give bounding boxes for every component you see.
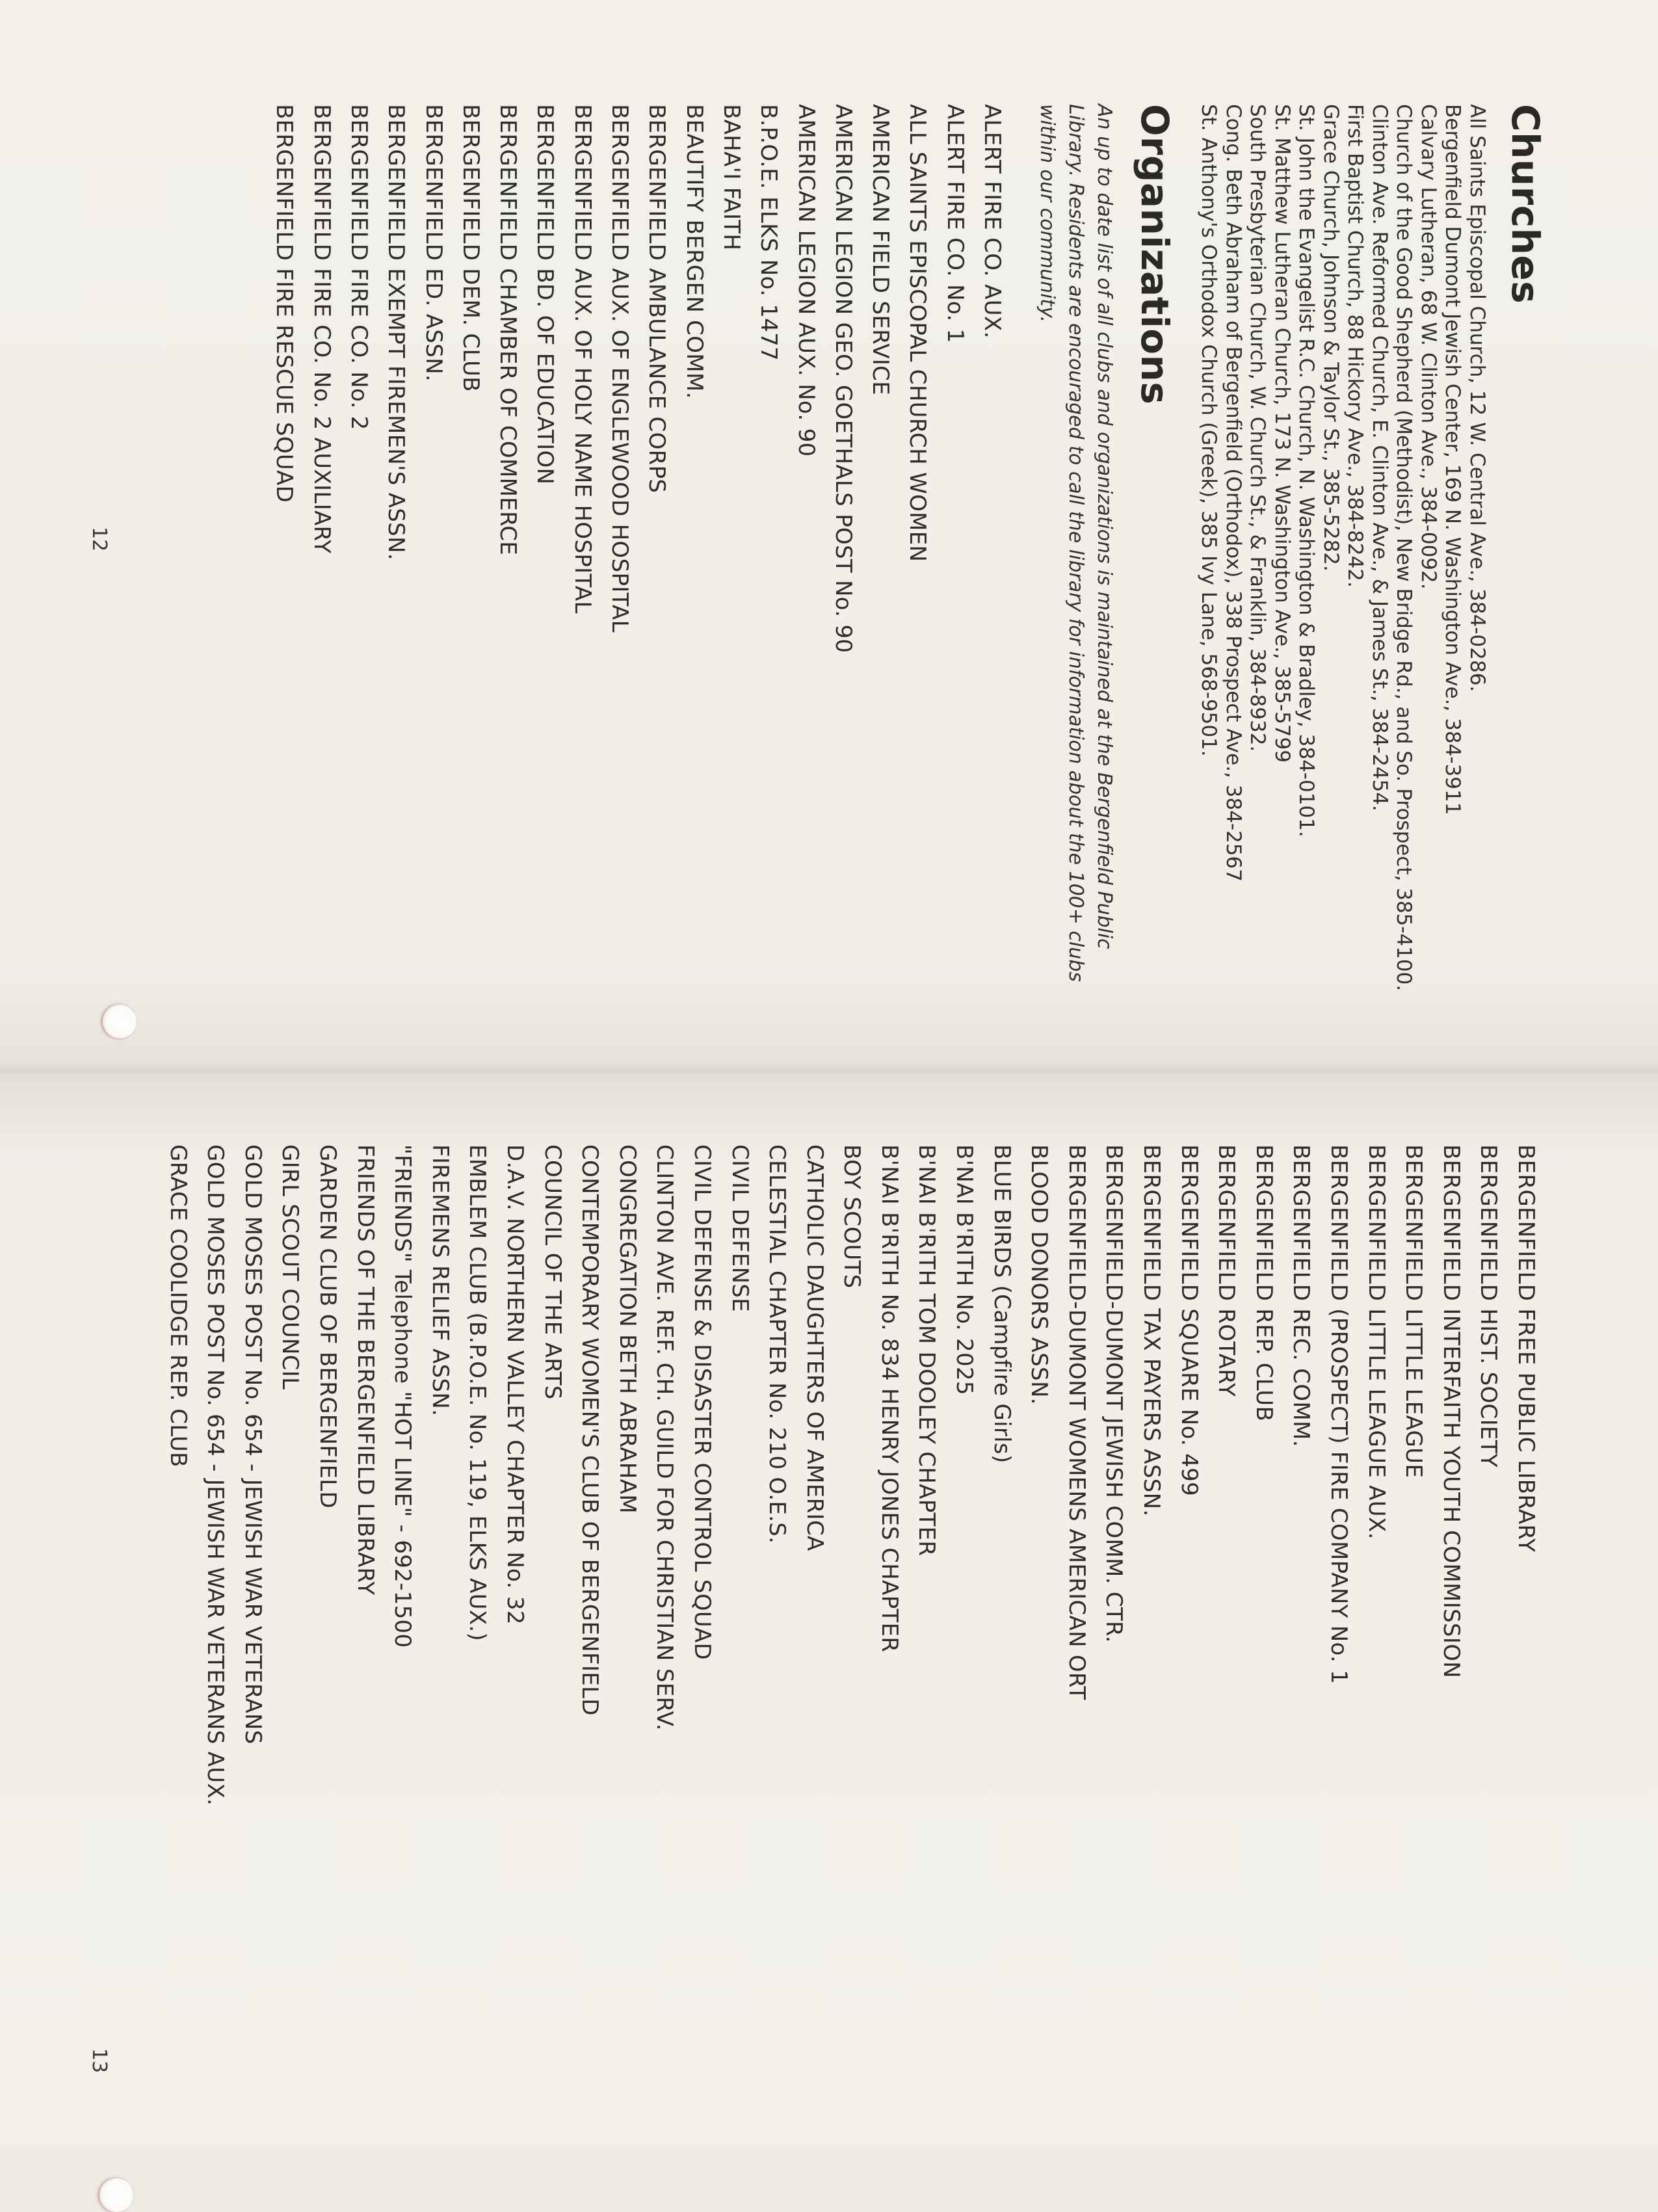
churches-list — [1196, 104, 1489, 1001]
list-item: BERGENFIELD-DUMONT WOMENS AMERICAN ORT — [1063, 1144, 1090, 1700]
church-entry: St. Matthew Lutheran Church, 173 N. Washington Ave., 385-5799 — [1270, 104, 1294, 763]
list-item: BERGENFIELD (PROSPECT) FIRE COMPANY No. 1 — [1326, 1144, 1352, 1685]
list-item: BERGENFIELD FIRE RESCUE SQUAD — [271, 104, 298, 503]
list-item: FIREMENS RELIEF ASSN. — [427, 1144, 453, 1417]
list-item: BERGENFIELD-DUMONT JEWISH COMM. CTR. — [1101, 1144, 1127, 1643]
list-item: AMERICAN LEGION AUX. No. 90 — [793, 104, 819, 457]
list-item: CLINTON AVE. REF. CH. GUILD FOR CHRISTIAN SERV. — [651, 1144, 678, 1731]
page-number-13: 13 — [88, 2048, 111, 2074]
list-item: CIVIL DEFENSE — [726, 1144, 753, 1312]
list-item: "FRIENDS" Telephone "HOT LINE" - 692-1500 — [389, 1144, 416, 1648]
organizations-list-right — [159, 1144, 1544, 2068]
list-item: AMERICAN FIELD SERVICE — [867, 104, 894, 395]
churches-heading: Churches — [1503, 104, 1547, 304]
list-item: BERGENFIELD HIST. SOCIETY — [1475, 1144, 1502, 1468]
church-entry: St. John the Evangelist R.C. Church, N. Washington & Bradley, 384-0101. — [1295, 104, 1319, 837]
list-item: CONGREGATION BETH ABRAHAM — [614, 1144, 640, 1514]
list-item: BERGENFIELD FIRE CO. No. 2 AUXILIARY — [308, 104, 335, 554]
church-entry: Bergenfield Dumont Jewish Center, 169 N. Washington Ave., 384-3911 — [1441, 104, 1465, 815]
list-item: BERGENFIELD DEM. CLUB — [457, 104, 484, 392]
page-13-content — [159, 1144, 1544, 2068]
binder-hole — [103, 1005, 137, 1038]
church-entry: Church of the Good Shepherd (Methodist), New Bridge Rd., and So. Prospect, 385-4100. — [1392, 104, 1416, 992]
list-item: BERGENFIELD AUX. OF ENGLEWOOD HOSPITAL — [607, 104, 633, 633]
list-item: BERGENFIELD SQUARE No. 499 — [1176, 1144, 1202, 1497]
list-item: GIRL SCOUT COUNCIL — [277, 1144, 304, 1390]
list-item: BERGENFIELD FIRE CO. No. 2 — [345, 104, 372, 430]
list-item: BERGENFIELD FREE PUBLIC LIBRARY — [1513, 1144, 1539, 1553]
list-item: B.P.O.E. ELKS No. 1477 — [756, 104, 782, 361]
list-item: FRIENDS OF THE BERGENFIELD LIBRARY — [352, 1144, 378, 1596]
church-entry: Grace Church, Johnson & Taylor St., 385-5282. — [1319, 104, 1343, 572]
organizations-intro: An up to date list of all clubs and organizations is maintained at the Bergenfield Public Library. Residents are encouraged to call the library for information about the 100+ clubs within our community. — [1036, 104, 1116, 982]
list-item: BERGENFIELD TAX PAYERS ASSN. — [1138, 1144, 1165, 1517]
list-item: ALL SAINTS EPISCOPAL CHURCH WOMEN — [904, 104, 931, 562]
church-entry: First Baptist Church, 88 Hickory Ave., 384-8242. — [1343, 104, 1367, 588]
list-item: BERGENFIELD REC. COMM. — [1288, 1144, 1315, 1447]
list-item: BERGENFIELD CHAMBER OF COMMERCE — [495, 104, 521, 556]
list-item: GOLD MOSES POST No. 654 - JEWISH WAR VETERANS AUX. — [202, 1144, 229, 1806]
list-item: GRACE COOLIDGE REP. CLUB — [164, 1144, 191, 1468]
church-entry: All Saints Episcopal Church, 12 W. Central Ave., 384-0286. — [1466, 104, 1489, 692]
list-item: CONTEMPORARY WOMEN'S CLUB OF BERGENFIELD — [577, 1144, 603, 1716]
list-item: BERGENFIELD ROTARY — [1213, 1144, 1240, 1397]
list-item: CIVIL DEFENSE & DISASTER CONTROL SQUAD — [689, 1144, 715, 1660]
list-item: BERGENFIELD ED. ASSN. — [420, 104, 447, 382]
list-item: BERGENFIELD LITTLE LEAGUE AUX. — [1363, 1144, 1389, 1540]
list-item: AMERICAN LEGION GEO. GOETHALS POST No. 90 — [830, 104, 856, 653]
list-item: ALERT FIRE CO. No. 1 — [941, 104, 968, 343]
list-item: D.A.V. NORTHERN VALLEY CHAPTER No. 32 — [501, 1144, 528, 1625]
list-item: BERGENFIELD INTERFAITH YOUTH COMMISSION — [1438, 1144, 1464, 1678]
church-entry: Cong. Beth Abraham of Bergenfield (Orthodox), 338 Prospect Ave., 384-2567 — [1222, 104, 1245, 882]
church-entry: Calvary Lutheran, 68 W. Clinton Ave., 384-0092. — [1417, 104, 1440, 590]
list-item: B'NAI B'RITH No. 834 HENRY JONES CHAPTER — [876, 1144, 902, 1653]
list-item: GOLD MOSES POST No. 654 - JEWISH WAR VETERANS — [239, 1144, 266, 1745]
page-number-12: 12 — [88, 527, 111, 552]
list-item: ALERT FIRE CO. AUX. — [979, 104, 1005, 339]
church-entry: St. Anthony's Orthodox Church (Greek), 385 Ivy Lane, 568-9501. — [1197, 104, 1221, 757]
list-item: B'NAI B'RITH TOM DOOLEY CHAPTER — [914, 1144, 940, 1557]
organizations-list-left — [265, 104, 1010, 1001]
binder-hole — [99, 2178, 133, 2212]
list-item: COUNCIL OF THE ARTS — [539, 1144, 566, 1400]
list-item: BERGENFIELD EXEMPT FIREMEN'S ASSN. — [383, 104, 410, 560]
church-entry: South Presbyterian Church, W. Church St., & Franklin, 384-8932. — [1246, 104, 1270, 752]
organizations-heading: Organizations — [1133, 104, 1177, 405]
list-item: GARDEN CLUB OF BERGENFIELD — [315, 1144, 341, 1508]
page-13 — [0, 1073, 1658, 2146]
list-item: BEAUTIFY BERGEN COMM. — [681, 104, 707, 399]
list-item: BERGENFIELD AUX. OF HOLY NAME HOSPITAL — [569, 104, 596, 614]
page-12-content — [265, 104, 1547, 1001]
list-item: EMBLEM CLUB (B.P.O.E. No. 119, ELKS AUX.) — [464, 1144, 491, 1642]
church-entry: Clinton Ave. Reformed Church, E. Clinton Ave., & James St., 384-2454. — [1368, 104, 1391, 811]
list-item: CELESTIAL CHAPTER No. 210 O.E.S. — [764, 1144, 791, 1544]
list-item: BERGENFIELD LITTLE LEAGUE — [1401, 1144, 1427, 1479]
page-12 — [0, 0, 1658, 1073]
list-item: BERGENFIELD BD. OF EDUCATION — [532, 104, 559, 485]
list-item: BLUE BIRDS (Campfire Girls) — [988, 1144, 1015, 1464]
list-item: BOY SCOUTS — [839, 1144, 865, 1289]
list-item: BAHA'I FAITH — [718, 104, 744, 251]
list-item: BERGENFIELD AMBULANCE CORPS — [644, 104, 670, 494]
list-item: BERGENFIELD REP. CLUB — [1250, 1144, 1277, 1422]
list-item: BLOOD DONORS ASSN. — [1026, 1144, 1053, 1405]
list-item: CATHOLIC DAUGHTERS OF AMERICA — [801, 1144, 828, 1551]
list-item: B'NAI B'RITH No. 2025 — [951, 1144, 978, 1395]
